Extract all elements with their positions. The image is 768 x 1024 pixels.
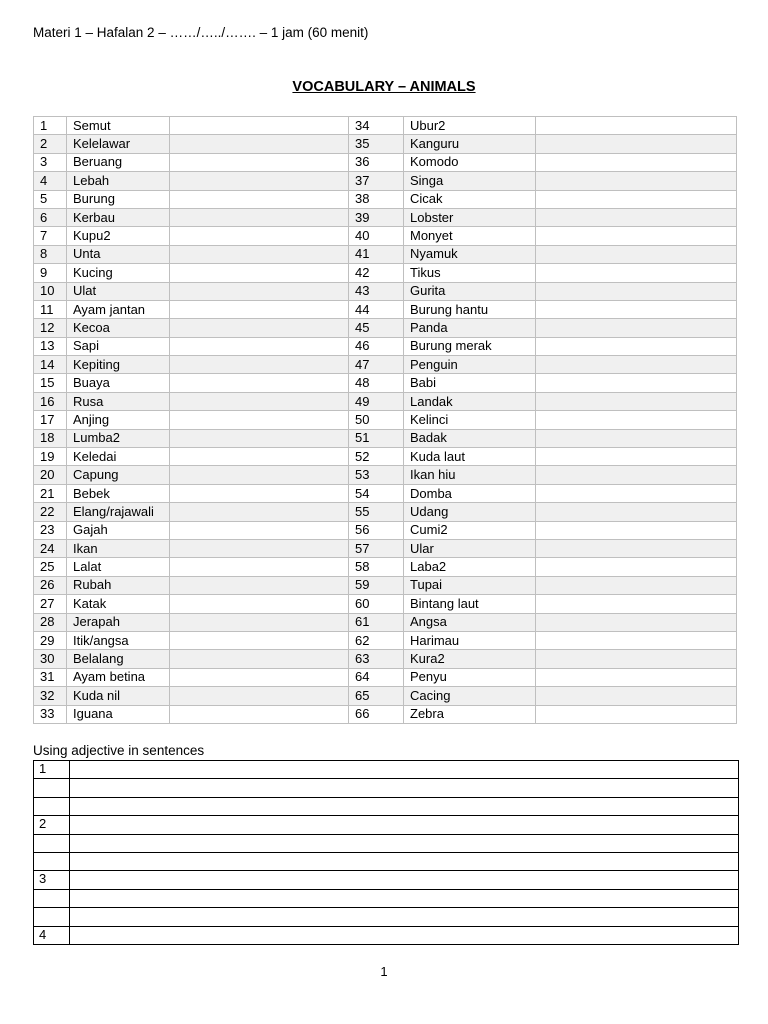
- sentence-row: [34, 871, 739, 889]
- vocab-number: 20: [34, 466, 67, 484]
- vocab-number: 63: [349, 650, 404, 668]
- vocab-answer-field[interactable]: [170, 374, 349, 392]
- vocab-word: Cumi2: [404, 521, 536, 539]
- vocab-number: 1: [34, 117, 67, 135]
- sentence-number: [34, 908, 70, 926]
- vocab-number: 6: [34, 208, 67, 226]
- vocab-number: 59: [349, 576, 404, 594]
- vocab-word: Kelinci: [404, 411, 536, 429]
- vocab-answer-field[interactable]: [170, 392, 349, 410]
- vocab-answer-field[interactable]: [536, 208, 737, 226]
- vocab-answer-field[interactable]: [170, 411, 349, 429]
- sentence-answer-field[interactable]: [70, 816, 739, 834]
- vocab-answer-field[interactable]: [170, 282, 349, 300]
- vocab-answer-field[interactable]: [536, 319, 737, 337]
- vocab-answer-field[interactable]: [536, 117, 737, 135]
- table-row: [34, 466, 737, 484]
- table-row: [34, 484, 737, 502]
- vocab-word: Monyet: [404, 227, 536, 245]
- vocab-number: 10: [34, 282, 67, 300]
- vocab-answer-field[interactable]: [536, 153, 737, 171]
- vocab-word: Kura2: [404, 650, 536, 668]
- vocab-answer-field[interactable]: [170, 319, 349, 337]
- sentence-number: 4: [34, 926, 70, 944]
- vocab-answer-field[interactable]: [536, 172, 737, 190]
- sentence-row: [34, 908, 739, 926]
- vocab-answer-field[interactable]: [536, 631, 737, 649]
- sentences-table: [33, 760, 739, 945]
- vocab-number: 13: [34, 337, 67, 355]
- sentences-title: Using adjective in sentences: [33, 743, 205, 758]
- table-row: [34, 282, 737, 300]
- vocab-answer-field[interactable]: [170, 117, 349, 135]
- sentence-row: [34, 834, 739, 852]
- vocab-answer-field[interactable]: [170, 521, 349, 539]
- vocab-number: 55: [349, 503, 404, 521]
- vocab-answer-field[interactable]: [170, 337, 349, 355]
- vocab-answer-field[interactable]: [170, 484, 349, 502]
- sentence-answer-field[interactable]: [70, 908, 739, 926]
- vocab-word: Rubah: [67, 576, 170, 594]
- sentence-number: 1: [34, 761, 70, 779]
- vocab-word: Tikus: [404, 264, 536, 282]
- table-row: [34, 595, 737, 613]
- vocab-number: 58: [349, 558, 404, 576]
- vocab-number: 27: [34, 595, 67, 613]
- vocab-word: Burung: [67, 190, 170, 208]
- vocab-answer-field[interactable]: [170, 245, 349, 263]
- vocab-word: Burung merak: [404, 337, 536, 355]
- sentence-answer-field[interactable]: [70, 797, 739, 815]
- vocab-answer-field[interactable]: [536, 392, 737, 410]
- vocab-answer-field[interactable]: [170, 595, 349, 613]
- sentence-row: [34, 797, 739, 815]
- sentence-row: [34, 761, 739, 779]
- vocab-word: Jerapah: [67, 613, 170, 631]
- table-row: [34, 172, 737, 190]
- vocab-number: 40: [349, 227, 404, 245]
- page-title: VOCABULARY – ANIMALS: [292, 79, 476, 95]
- vocab-answer-field[interactable]: [170, 429, 349, 447]
- vocab-number: 31: [34, 668, 67, 686]
- vocab-number: 21: [34, 484, 67, 502]
- vocab-number: 65: [349, 687, 404, 705]
- vocab-word: Kepiting: [67, 356, 170, 374]
- sentence-row: [34, 779, 739, 797]
- vocab-word: Ubur2: [404, 117, 536, 135]
- vocab-answer-field[interactable]: [536, 466, 737, 484]
- header-line: Materi 1 – Hafalan 2 – ……/…../……. – 1 jam (60 menit): [33, 25, 369, 40]
- table-row: [34, 208, 737, 226]
- vocab-answer-field[interactable]: [536, 411, 737, 429]
- vocab-word: Ikan: [67, 539, 170, 557]
- vocab-word: Kuda laut: [404, 448, 536, 466]
- vocab-word: Gajah: [67, 521, 170, 539]
- vocab-number: 2: [34, 135, 67, 153]
- table-row: [34, 245, 737, 263]
- vocab-word: Penguin: [404, 356, 536, 374]
- vocab-number: 3: [34, 153, 67, 171]
- table-row: [34, 668, 737, 686]
- vocab-number: 42: [349, 264, 404, 282]
- vocab-number: 8: [34, 245, 67, 263]
- table-row: [34, 190, 737, 208]
- vocab-word: Lumba2: [67, 429, 170, 447]
- vocab-word: Unta: [67, 245, 170, 263]
- vocab-number: 18: [34, 429, 67, 447]
- vocab-number: 24: [34, 539, 67, 557]
- vocab-number: 35: [349, 135, 404, 153]
- sentence-answer-field[interactable]: [70, 852, 739, 870]
- table-row: [34, 558, 737, 576]
- table-row: [34, 135, 737, 153]
- vocab-number: 62: [349, 631, 404, 649]
- vocab-answer-field[interactable]: [170, 466, 349, 484]
- sentence-answer-field[interactable]: [70, 889, 739, 907]
- vocab-number: 36: [349, 153, 404, 171]
- vocab-number: 46: [349, 337, 404, 355]
- vocab-word: Domba: [404, 484, 536, 502]
- vocab-answer-field[interactable]: [170, 576, 349, 594]
- vocab-answer-field[interactable]: [170, 208, 349, 226]
- vocab-answer-field[interactable]: [170, 705, 349, 723]
- vocab-number: 50: [349, 411, 404, 429]
- vocabulary-table-body: [34, 117, 737, 724]
- vocab-number: 41: [349, 245, 404, 263]
- vocab-word: Burung hantu: [404, 300, 536, 318]
- vocab-answer-field[interactable]: [536, 245, 737, 263]
- vocab-word: Bebek: [67, 484, 170, 502]
- vocab-number: 11: [34, 300, 67, 318]
- vocab-answer-field[interactable]: [536, 687, 737, 705]
- sentence-answer-field[interactable]: [70, 834, 739, 852]
- vocabulary-table: [33, 116, 737, 724]
- vocab-answer-field[interactable]: [170, 135, 349, 153]
- table-row: [34, 705, 737, 723]
- vocab-word: Laba2: [404, 558, 536, 576]
- vocab-answer-field[interactable]: [170, 650, 349, 668]
- vocab-answer-field[interactable]: [536, 374, 737, 392]
- vocab-answer-field[interactable]: [536, 135, 737, 153]
- sentence-row: [34, 816, 739, 834]
- table-row: [34, 356, 737, 374]
- sentence-row: [34, 889, 739, 907]
- vocab-word: Belalang: [67, 650, 170, 668]
- vocab-answer-field[interactable]: [536, 300, 737, 318]
- table-row: [34, 153, 737, 171]
- table-row: [34, 448, 737, 466]
- vocab-number: 28: [34, 613, 67, 631]
- vocab-number: 52: [349, 448, 404, 466]
- table-row: [34, 576, 737, 594]
- table-row: [34, 337, 737, 355]
- vocab-number: 57: [349, 539, 404, 557]
- vocab-number: 64: [349, 668, 404, 686]
- vocab-number: 33: [34, 705, 67, 723]
- vocab-number: 23: [34, 521, 67, 539]
- vocab-answer-field[interactable]: [170, 227, 349, 245]
- vocab-number: 38: [349, 190, 404, 208]
- vocab-answer-field[interactable]: [536, 668, 737, 686]
- vocab-number: 49: [349, 392, 404, 410]
- table-row: [34, 650, 737, 668]
- vocab-word: Ulat: [67, 282, 170, 300]
- vocab-answer-field[interactable]: [536, 576, 737, 594]
- vocab-answer-field[interactable]: [170, 153, 349, 171]
- vocab-answer-field[interactable]: [170, 613, 349, 631]
- sentence-answer-field[interactable]: [70, 761, 739, 779]
- vocab-answer-field[interactable]: [170, 687, 349, 705]
- vocab-number: 51: [349, 429, 404, 447]
- vocab-number: 15: [34, 374, 67, 392]
- vocab-answer-field[interactable]: [170, 503, 349, 521]
- vocab-answer-field[interactable]: [536, 227, 737, 245]
- vocab-number: 39: [349, 208, 404, 226]
- vocab-answer-field[interactable]: [536, 282, 737, 300]
- vocab-word: Katak: [67, 595, 170, 613]
- vocab-number: 17: [34, 411, 67, 429]
- vocab-word: Udang: [404, 503, 536, 521]
- vocab-answer-field[interactable]: [536, 429, 737, 447]
- table-row: [34, 503, 737, 521]
- vocab-word: Angsa: [404, 613, 536, 631]
- vocab-word: Kucing: [67, 264, 170, 282]
- vocab-word: Buaya: [67, 374, 170, 392]
- vocab-number: 34: [349, 117, 404, 135]
- vocab-answer-field[interactable]: [170, 190, 349, 208]
- table-row: [34, 264, 737, 282]
- vocab-answer-field[interactable]: [536, 539, 737, 557]
- vocab-word: Lebah: [67, 172, 170, 190]
- vocab-word: Semut: [67, 117, 170, 135]
- sentence-number: [34, 889, 70, 907]
- vocab-number: 43: [349, 282, 404, 300]
- vocab-number: 29: [34, 631, 67, 649]
- vocab-answer-field[interactable]: [536, 356, 737, 374]
- table-row: [34, 521, 737, 539]
- table-row: [34, 319, 737, 337]
- vocab-word: Panda: [404, 319, 536, 337]
- vocab-word: Kanguru: [404, 135, 536, 153]
- vocab-answer-field[interactable]: [536, 264, 737, 282]
- vocab-number: 54: [349, 484, 404, 502]
- sentence-row: [34, 926, 739, 944]
- vocab-answer-field[interactable]: [170, 668, 349, 686]
- vocab-answer-field[interactable]: [536, 521, 737, 539]
- vocab-word: Cacing: [404, 687, 536, 705]
- vocab-answer-field[interactable]: [170, 448, 349, 466]
- vocab-number: 30: [34, 650, 67, 668]
- vocab-number: 53: [349, 466, 404, 484]
- vocab-answer-field[interactable]: [536, 484, 737, 502]
- vocab-word: Bintang laut: [404, 595, 536, 613]
- sentence-row: [34, 852, 739, 870]
- vocab-word: Rusa: [67, 392, 170, 410]
- vocab-word: Nyamuk: [404, 245, 536, 263]
- vocab-word: Ikan hiu: [404, 466, 536, 484]
- vocab-word: Singa: [404, 172, 536, 190]
- vocab-number: 56: [349, 521, 404, 539]
- table-row: [34, 392, 737, 410]
- table-row: [34, 429, 737, 447]
- sentence-answer-field[interactable]: [70, 926, 739, 944]
- sentence-number: [34, 797, 70, 815]
- vocab-number: 22: [34, 503, 67, 521]
- vocab-number: 7: [34, 227, 67, 245]
- vocab-word: Capung: [67, 466, 170, 484]
- vocab-word: Cicak: [404, 190, 536, 208]
- vocab-word: Kuda nil: [67, 687, 170, 705]
- vocab-word: Kerbau: [67, 208, 170, 226]
- vocab-number: 60: [349, 595, 404, 613]
- sentence-number: [34, 852, 70, 870]
- vocab-answer-field[interactable]: [536, 558, 737, 576]
- vocab-word: Itik/angsa: [67, 631, 170, 649]
- vocab-answer-field[interactable]: [170, 172, 349, 190]
- vocab-word: Iguana: [67, 705, 170, 723]
- sentence-number: [34, 834, 70, 852]
- vocab-number: 48: [349, 374, 404, 392]
- vocab-number: 44: [349, 300, 404, 318]
- vocab-number: 25: [34, 558, 67, 576]
- vocab-number: 9: [34, 264, 67, 282]
- sentence-answer-field[interactable]: [70, 779, 739, 797]
- table-row: [34, 411, 737, 429]
- vocab-word: Tupai: [404, 576, 536, 594]
- vocab-number: 26: [34, 576, 67, 594]
- vocab-word: Ayam betina: [67, 668, 170, 686]
- vocab-answer-field[interactable]: [536, 705, 737, 723]
- sentence-number: 2: [34, 816, 70, 834]
- vocab-number: 66: [349, 705, 404, 723]
- vocab-number: 32: [34, 687, 67, 705]
- vocab-answer-field[interactable]: [536, 613, 737, 631]
- sentence-number: 3: [34, 871, 70, 889]
- table-row: [34, 300, 737, 318]
- vocab-number: 5: [34, 190, 67, 208]
- sentences-table-body: [34, 761, 739, 945]
- vocab-word: Zebra: [404, 705, 536, 723]
- vocab-word: Anjing: [67, 411, 170, 429]
- vocab-number: 16: [34, 392, 67, 410]
- table-row: [34, 631, 737, 649]
- vocab-answer-field[interactable]: [170, 539, 349, 557]
- vocab-number: 4: [34, 172, 67, 190]
- table-row: [34, 227, 737, 245]
- vocab-word: Landak: [404, 392, 536, 410]
- vocab-word: Ular: [404, 539, 536, 557]
- vocab-word: Beruang: [67, 153, 170, 171]
- vocab-answer-field[interactable]: [170, 631, 349, 649]
- vocab-word: Babi: [404, 374, 536, 392]
- vocab-word: Harimau: [404, 631, 536, 649]
- vocab-word: Elang/rajawali: [67, 503, 170, 521]
- vocab-word: Lalat: [67, 558, 170, 576]
- vocab-answer-field[interactable]: [536, 503, 737, 521]
- vocab-word: Kelelawar: [67, 135, 170, 153]
- vocab-answer-field[interactable]: [536, 448, 737, 466]
- vocab-answer-field[interactable]: [536, 650, 737, 668]
- vocab-number: 61: [349, 613, 404, 631]
- vocab-number: 19: [34, 448, 67, 466]
- vocab-number: 12: [34, 319, 67, 337]
- vocab-answer-field[interactable]: [536, 190, 737, 208]
- vocab-word: Penyu: [404, 668, 536, 686]
- table-row: [34, 539, 737, 557]
- vocab-answer-field[interactable]: [170, 300, 349, 318]
- vocab-number: 45: [349, 319, 404, 337]
- page-number: 1: [380, 964, 388, 979]
- vocab-word: Badak: [404, 429, 536, 447]
- vocab-answer-field[interactable]: [536, 595, 737, 613]
- vocab-number: 14: [34, 356, 67, 374]
- vocab-word: Lobster: [404, 208, 536, 226]
- vocab-number: 47: [349, 356, 404, 374]
- vocab-word: Sapi: [67, 337, 170, 355]
- table-row: [34, 117, 737, 135]
- table-row: [34, 687, 737, 705]
- sentence-number: [34, 779, 70, 797]
- table-row: [34, 613, 737, 631]
- table-row: [34, 374, 737, 392]
- vocab-answer-field[interactable]: [170, 356, 349, 374]
- sentence-answer-field[interactable]: [70, 871, 739, 889]
- vocab-word: Keledai: [67, 448, 170, 466]
- vocab-answer-field[interactable]: [536, 337, 737, 355]
- vocab-answer-field[interactable]: [170, 558, 349, 576]
- vocab-word: Kupu2: [67, 227, 170, 245]
- vocab-answer-field[interactable]: [170, 264, 349, 282]
- vocab-word: Ayam jantan: [67, 300, 170, 318]
- vocab-word: Komodo: [404, 153, 536, 171]
- vocab-number: 37: [349, 172, 404, 190]
- vocab-word: Kecoa: [67, 319, 170, 337]
- vocab-word: Gurita: [404, 282, 536, 300]
